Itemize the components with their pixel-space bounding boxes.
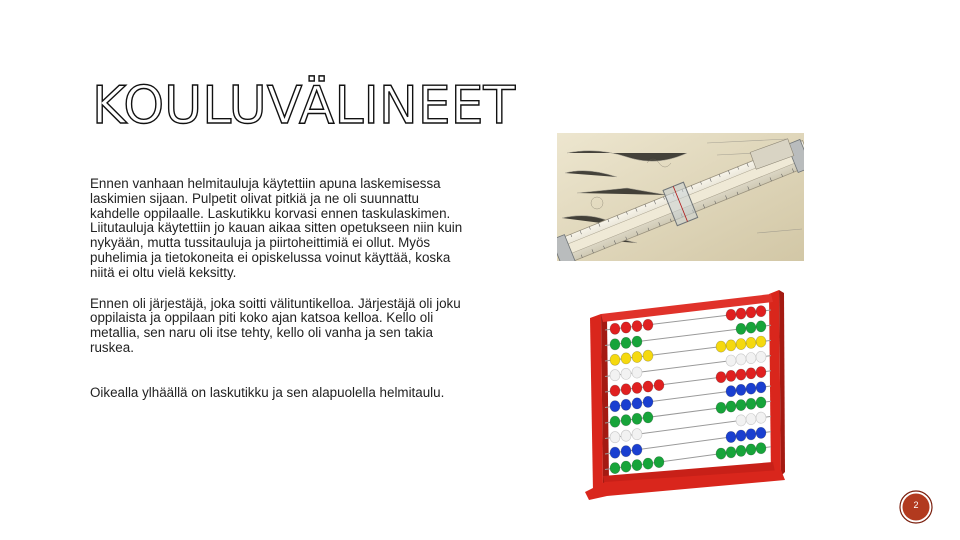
paragraph-1: Ennen vanhaan helmitauluja käytettiin apuna laskemisessa laskimien sijaan. Pulpetit olivat pitkiä ja ne oli suunnattu kahdelle oppilaalle. Laskutikku korvasi ennen taskulaskimen. Liitutauluja käytettiin jo kauan aikaa sitten opetukseen niin kuin nykyään, mutta tussitauluja ja piirtoheittimiä ei ollut. Myös puhelimia ja tietokoneita ei opiskelussa voinut käyttää, koska niitä ei oltu vielä keksitty. [90,176,463,280]
abacus-bead [726,447,736,458]
abacus-bead [632,321,642,332]
abacus-bead [632,398,642,409]
abacus-bead [726,401,736,412]
abacus-bead [736,354,746,365]
abacus-bead [736,430,746,441]
abacus-bead [756,443,766,454]
abacus-bead [610,370,620,381]
abacus-bead [746,368,756,379]
abacus-bead [621,461,631,472]
body-text [90,177,470,417]
abacus-bead [621,337,631,348]
abacus-bead [756,427,766,438]
abacus-bead [610,354,620,365]
abacus-bead [610,323,620,334]
abacus-bead [726,431,736,442]
abacus-bead [756,336,766,347]
abacus-bead [610,432,620,443]
abacus-bead [726,355,736,366]
abacus-bead [736,400,746,411]
abacus-bead [632,429,642,440]
abacus-bead [736,384,746,395]
abacus-bead [632,351,642,362]
abacus-bead [643,412,653,423]
abacus-bead [746,353,756,364]
abacus-bead [746,444,756,455]
abacus-bead [632,413,642,424]
abacus-bead [632,382,642,393]
abacus-bead [746,337,756,348]
abacus-bead [654,457,664,468]
abacus-bead [610,447,620,458]
abacus-bead [632,444,642,455]
abacus-bead [746,398,756,409]
abacus-bead [736,369,746,380]
abacus-bead [632,460,642,471]
abacus-bead [610,385,620,396]
abacus-bead [736,339,746,350]
slide-title: KOULUVÄLINEET [92,76,516,136]
abacus-bead [610,339,620,350]
abacus-bead [756,412,766,423]
abacus-bead [621,415,631,426]
abacus-bead [736,415,746,426]
abacus-bead [756,321,766,332]
abacus-bead [632,367,642,378]
abacus-bead [726,309,736,320]
abacus-bead [756,397,766,408]
paragraph-3: Oikealla ylhäällä on laskutikku ja sen alapuolella helmitaulu. [90,384,445,400]
abacus-bead [716,372,726,383]
abacus-bead [643,350,653,361]
abacus-bead [746,429,756,440]
abacus-bead [643,381,653,392]
abacus-bead [726,370,736,381]
abacus-bead [746,414,756,425]
abacus-bead [610,416,620,427]
abacus-photo-icon [585,290,785,500]
abacus-bead [716,402,726,413]
abacus-bead [756,306,766,317]
abacus-bead [726,340,736,351]
abacus-bead [736,323,746,334]
paragraph-2: Ennen oli järjestäjä, joka soitti välituntikelloa. Järjestäjä oli joku oppilaista ja oppilaan piti koko ajan katsoa kelloa. Kello oli metallia, sen naru oli itse tehty, kello oli vanha ja sen takia ruskea. [90,295,461,355]
abacus-bead [610,401,620,412]
abacus-bead [746,307,756,318]
slide-rule-photo-icon [557,133,804,261]
abacus-bead [643,396,653,407]
abacus-bead [756,367,766,378]
abacus-bead [632,336,642,347]
abacus-bead [621,368,631,379]
abacus-bead [756,382,766,393]
abacus-bead [621,446,631,457]
abacus-bead [716,448,726,459]
abacus-bead [621,322,631,333]
abacus-bead [643,319,653,330]
abacus-bead [716,341,726,352]
abacus-bead [621,399,631,410]
page-number: 2 [913,500,919,510]
abacus-bead [643,458,653,469]
abacus-bead [621,384,631,395]
abacus-bead [610,463,620,474]
abacus-bead [746,383,756,394]
abacus-bead [726,386,736,397]
abacus-bead [736,445,746,456]
abacus-bead [621,430,631,441]
abacus-bead [621,353,631,364]
abacus-bead [654,380,664,391]
abacus-bead [746,322,756,333]
abacus-bead [756,351,766,362]
abacus-bead [736,308,746,319]
